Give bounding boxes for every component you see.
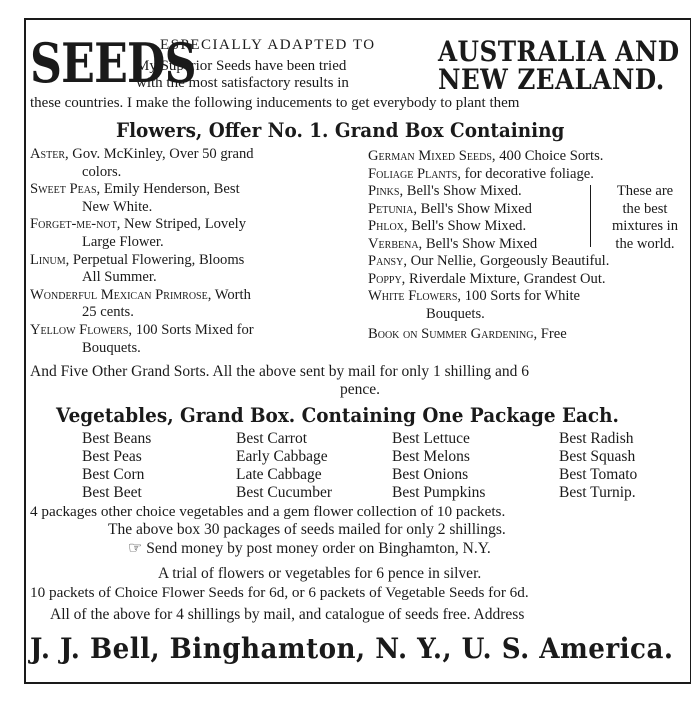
packets-offer: 10 packets of Choice Flower Seeds for 6d, or 6 packets of Vegetable Seeds for 6d. <box>30 584 529 601</box>
flower-item: White Flowers, 100 Sorts for White Bouquets. <box>368 288 580 322</box>
flower-item: Verbena, Bell's Show Mixed <box>368 235 538 252</box>
flowers-heading: Flowers, Offer No. 1. Grand Box Containing <box>116 118 565 142</box>
veg-item: Best Tomato <box>559 466 638 483</box>
veg-item: Best Turnip. <box>559 484 636 501</box>
veg-item: Best Onions <box>392 466 469 483</box>
especially-adapted: ESPECIALLY ADAPTED TO <box>160 37 376 53</box>
flower-item: Poppy, Riverdale Mixture, Grandest Out. <box>368 270 606 287</box>
vegetables-line-1: 4 packages other choice vegetables and a gem flower collection of 10 packets. <box>30 503 506 520</box>
flower-item: Pinks, Bell's Show Mixed. <box>368 183 522 200</box>
flower-item: German Mixed Seeds, 400 Choice Sorts. <box>368 148 604 164</box>
flower-item: Petunia, Bell's Show Mixed <box>368 200 532 217</box>
vegetables-heading: Vegetables, Grand Box. Containing One Package Each. <box>56 403 619 427</box>
pointing-hand-icon: ☞ <box>128 540 143 557</box>
flower-item: Yellow Flowers, 100 Sorts Mixed for Bouquets. <box>30 321 254 356</box>
veg-column-2 <box>236 430 332 502</box>
flowers-footer-line-1: And Five Other Grand Sorts. All the above sent by mail for only 1 shilling and 6 <box>30 363 529 380</box>
veg-item: Best Beans <box>82 430 152 447</box>
flower-item: Phlox, Bell's Show Mixed. <box>368 218 527 235</box>
flower-item: Foliage Plants, for decorative foliage. <box>368 165 594 182</box>
flowers-right-column <box>368 148 690 343</box>
seeds-title: SEEDS <box>30 31 196 95</box>
flower-item: Wonderful Mexican Primrose, Worth 25 cents. <box>30 286 251 321</box>
all-offer: All of the above for 4 shillings by mail, and catalogue of seeds free. Address <box>50 606 525 623</box>
flower-item: Book on Summer Gardening, Free <box>368 325 567 342</box>
veg-item: Best Corn <box>82 466 145 483</box>
veg-column-4 <box>559 430 637 502</box>
veg-item: Best Radish <box>559 430 634 447</box>
veg-item: Late Cabbage <box>236 466 322 483</box>
bracket-group <box>368 183 690 253</box>
veg-item: Best Beet <box>82 484 142 501</box>
vegetables-line-2: The above box 30 packages of seeds mailed for only 2 shillings. <box>108 521 506 538</box>
veg-item: Best Lettuce <box>392 430 470 447</box>
flower-item: Linum, Perpetual Flowering, Blooms All Summer. <box>30 251 245 286</box>
veg-item: Best Cucumber <box>236 484 332 501</box>
flowers-left-column <box>30 146 360 357</box>
veg-column-1 <box>82 430 151 502</box>
flower-item: Forget-me-not, New Striped, Lovely Large Flower. <box>30 216 247 250</box>
flower-item: Sweet Peas, Emily Henderson, Best New White. <box>30 181 240 215</box>
veg-item: Early Cabbage <box>236 448 328 465</box>
veg-item: Best Carrot <box>236 430 308 447</box>
veg-item: Best Peas <box>82 448 142 465</box>
veg-item: Best Squash <box>559 448 636 465</box>
send-money-line: ☞ Send money by post money order on Binghamton, N.Y. <box>128 540 491 557</box>
advertiser-address: J. J. Bell, Binghamton, N. Y., U. S. America. <box>30 632 674 665</box>
australia-heading: AUSTRALIA AND <box>438 35 680 68</box>
veg-item: Best Pumpkins <box>392 484 486 501</box>
bracket-note: These are the best mixtures in the world. <box>611 183 679 252</box>
veg-column-3 <box>392 430 485 502</box>
bracket-divider <box>590 185 591 247</box>
flower-item: Pansy, Our Nellie, Gorgeously Beautiful. <box>368 253 610 270</box>
veg-item: Best Melons <box>392 448 470 465</box>
intro-line-2: with the most satisfactory results in <box>136 75 349 91</box>
intro-line-1: My Superior Seeds have been tried <box>136 58 347 74</box>
flowers-footer-line-2: pence. <box>340 381 381 398</box>
new-zealand-heading: NEW ZEALAND. <box>438 63 665 96</box>
intro-line-3: these countries. I make the following inducements to get everybody to plant them <box>30 95 520 111</box>
flower-item: Aster, Gov. McKinley, Over 50 grand colors. <box>30 146 254 180</box>
trial-offer: A trial of flowers or vegetables for 6 pence in silver. <box>158 565 482 582</box>
